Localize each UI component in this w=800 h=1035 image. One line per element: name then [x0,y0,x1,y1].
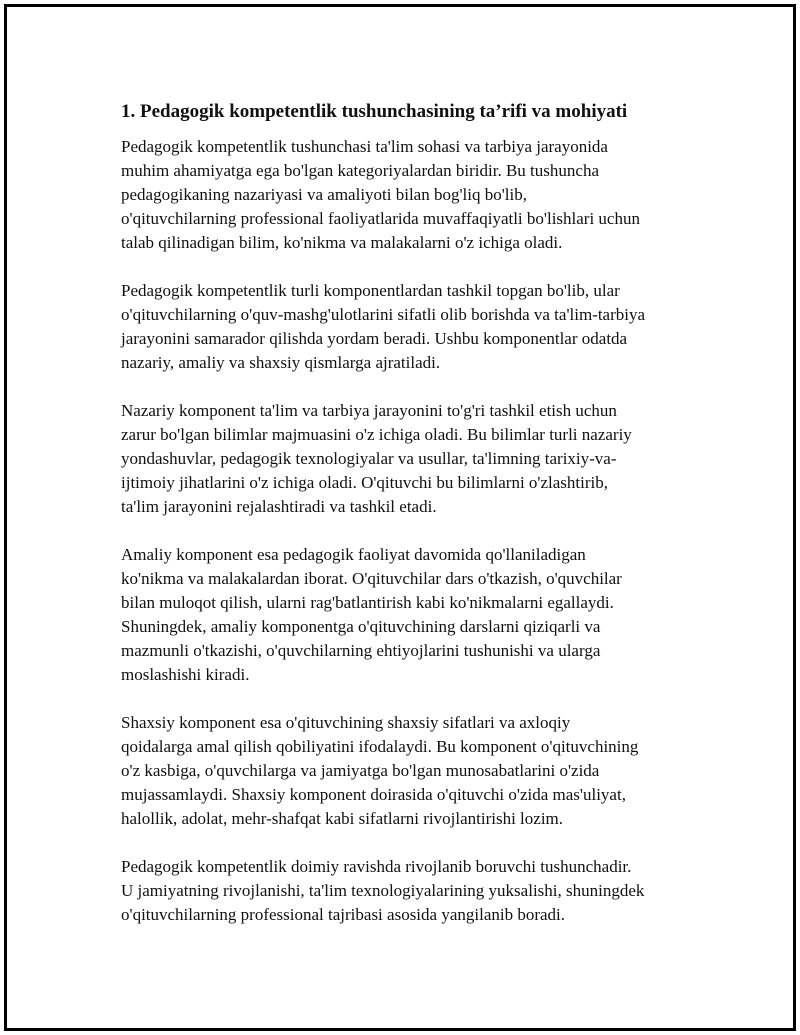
paragraph-personal: Shaxsiy komponent esa o'qituvchining shaxsiy sifatlari va axloqiy qoidalarga amal qilish qobiliyatini ifodalaydi. Bu komponent o'qituvchining o'z kasbiga, o'quvchilarga va jamiyatga bo'lgan munosabatlarini o'zida mujassamlaydi. Shaxsiy komponent doirasida o'qituvchi o'zida mas'uliyat, halollik, adolat, mehr-shafqat kabi sifatlarni rivojlantirishi lozim. [121,713,639,828]
paragraph-theoretical: Nazariy komponent ta'lim va tarbiya jarayonini to'g'ri tashkil etish uchun zarur bo'lgan bilimlar majmuasini o'z ichiga oladi. Bu bilimlar turli nazariy yondashuvlar, pedagogik texnologiyalar va usullar, ta'limning tarixiy-va- ijtimoiy jihatlarini o'z ichiga oladi. O'qituvchi bu bilimlarni o'zlashtirib, ta'lim jarayonini rejalashtiradi va tashkil etadi. [121,401,632,516]
page-frame [4,4,796,1031]
paragraph-development: Pedagogik kompetentlik doimiy ravishda rivojlanib boruvchi tushunchadir. U jamiyatning rivojlanishi, ta'lim texnologiyalarining yuksalishi, shuningdek o'qituvchilarning professional tajribasi asosida yangilanib boradi. [121,857,645,924]
document-content [121,99,701,951]
section-heading: 1. Pedagogik kompetentlik tushunchasining ta’rifi va mohiyati [121,101,628,122]
paragraph-practical: Amaliy komponent esa pedagogik faoliyat davomida qo'llaniladigan ko'nikma va malakalardan iborat. O'qituvchilar dars o'tkazish, o'quvchilar bilan muloqot qilish, ularni rag'batlantirish kabi ko'nikmalarni egallaydi. Shuningdek, amaliy komponentga o'qituvchining darslarni qiziqarli va mazmunli o'tkazishi, o'quvchilarning ehtiyojlarini tushunishi va ularga moslashishi kiradi. [121,545,622,684]
paragraph-definition: Pedagogik kompetentlik tushunchasi ta'lim sohasi va tarbiya jarayonida muhim ahamiyatga ega bo'lgan kategoriyalardan biridir. Bu tushuncha pedagogikaning nazariyasi va amaliyoti bilan bog'liq bo'lib, o'qituvchilarning professional faoliyatlarida muvaffaqiyatli bo'lishlari uchun talab qilinadigan bilim, ko'nikma va malakalarni o'z ichiga oladi. [121,137,640,252]
paragraph-components: Pedagogik kompetentlik turli komponentlardan tashkil topgan bo'lib, ular o'qituvchilarning o'quv-mashg'ulotlarini sifatli olib borishda va ta'lim-tarbiya jarayonini samarador qilishda yordam beradi. Ushbu komponentlar odatda nazariy, amaliy va shaxsiy qismlarga ajratiladi. [121,281,646,372]
